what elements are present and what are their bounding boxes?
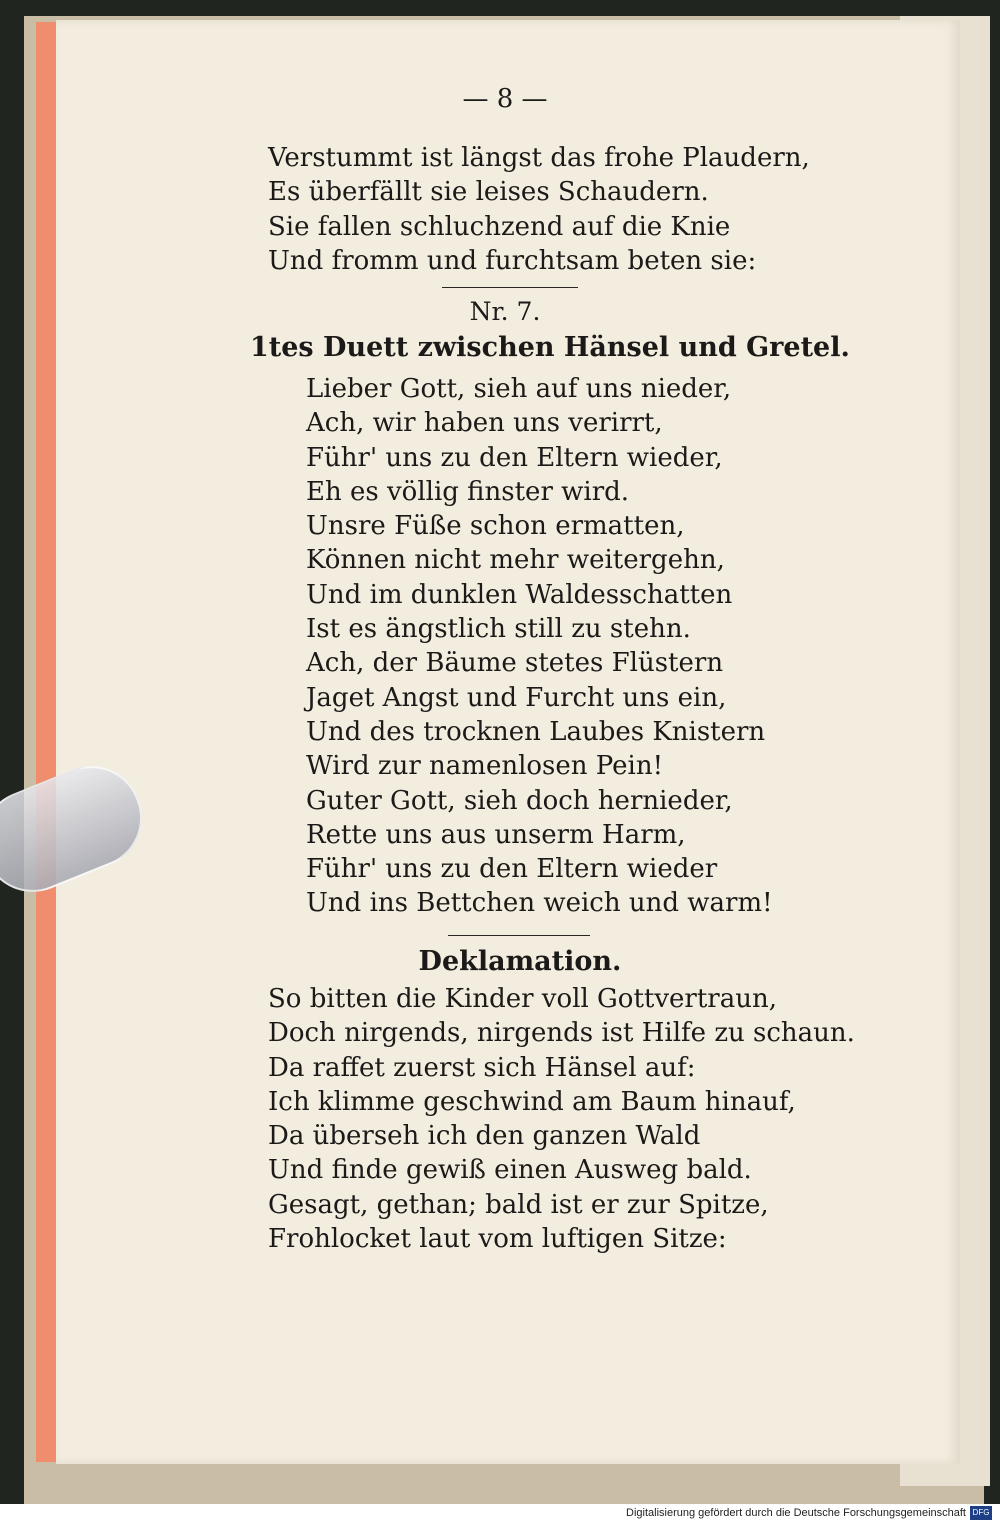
verse-line: Und im dunklen Waldesschatten [306,579,733,610]
declamation-title: Deklamation. [418,946,622,977]
verse-line: Doch nirgends, nirgends ist Hilfe zu schaun. [268,1018,855,1049]
verse-line: Es überfällt sie leises Schaudern. [268,177,709,208]
verse-line: Gesagt, gethan; bald ist er zur Spitze, [268,1189,769,1220]
verse-line: Jaget Angst und Furcht uns ein, [306,682,727,713]
verse-line: Ist es ängstlich still zu stehn. [306,614,691,645]
verse-line: So bitten die Kinder voll Gottvertraun, [268,984,777,1014]
verse-line: Führ' uns zu den Eltern wieder, [306,442,723,473]
verse-line: Ach, wir haben uns verirrt, [306,408,663,439]
verse-line: Sie fallen schluchzend auf die Knie [268,211,731,242]
duet-title: 1tes Duett zwischen Hänsel und Gretel. [250,332,850,363]
duet-verse [306,372,773,921]
divider-rule [442,287,578,288]
divider-rule [448,935,590,936]
verse-line: Verstummt ist längst das frohe Plaudern, [268,143,810,173]
verse-line: Eh es völlig finster wird. [306,476,630,507]
verse-line: Ach, der Bäume stetes Flüstern [306,648,724,679]
verse-line: Können nicht mehr weitergehn, [306,545,725,576]
verse-line: Da raffet zuerst sich Hänsel auf: [268,1052,696,1083]
funding-credit: Digitalisierung gefördert durch die Deutsche Forschungsgemeinschaft [626,1507,966,1519]
verse-line: Da überseh ich den ganzen Wald [268,1121,701,1152]
footer-bar [0,1504,1000,1524]
section-number: Nr. 7. [469,297,541,326]
verse-line: Frohlocket laut vom luftigen Sitze: [268,1224,727,1255]
verse-line: Führ' uns zu den Eltern wieder [306,854,718,885]
verse-line: Lieber Gott, sieh auf uns nieder, [306,374,732,404]
verse-line: Und des trocknen Laubes Knistern [306,716,766,747]
verse-line: Guter Gott, sieh doch hernieder, [306,785,733,816]
verse-line: Unsre Füße schon ermatten, [306,511,685,542]
verse-line: Wird zur namenlosen Pein! [306,751,664,782]
verse-line: Und fromm und furchtsam beten sie: [268,245,757,276]
verse-line: Und finde gewiß einen Ausweg bald. [268,1155,752,1186]
verse-line: Und ins Bettchen weich und warm! [306,888,773,919]
verse-line: Ich klimme geschwind am Baum hinauf, [268,1086,796,1117]
stanza-1 [268,141,810,278]
declamation-verse [268,982,855,1256]
page-number: — 8 — [462,84,548,114]
verse-line: Rette uns aus unserm Harm, [306,819,686,850]
dfg-logo: DFG [970,1506,992,1520]
